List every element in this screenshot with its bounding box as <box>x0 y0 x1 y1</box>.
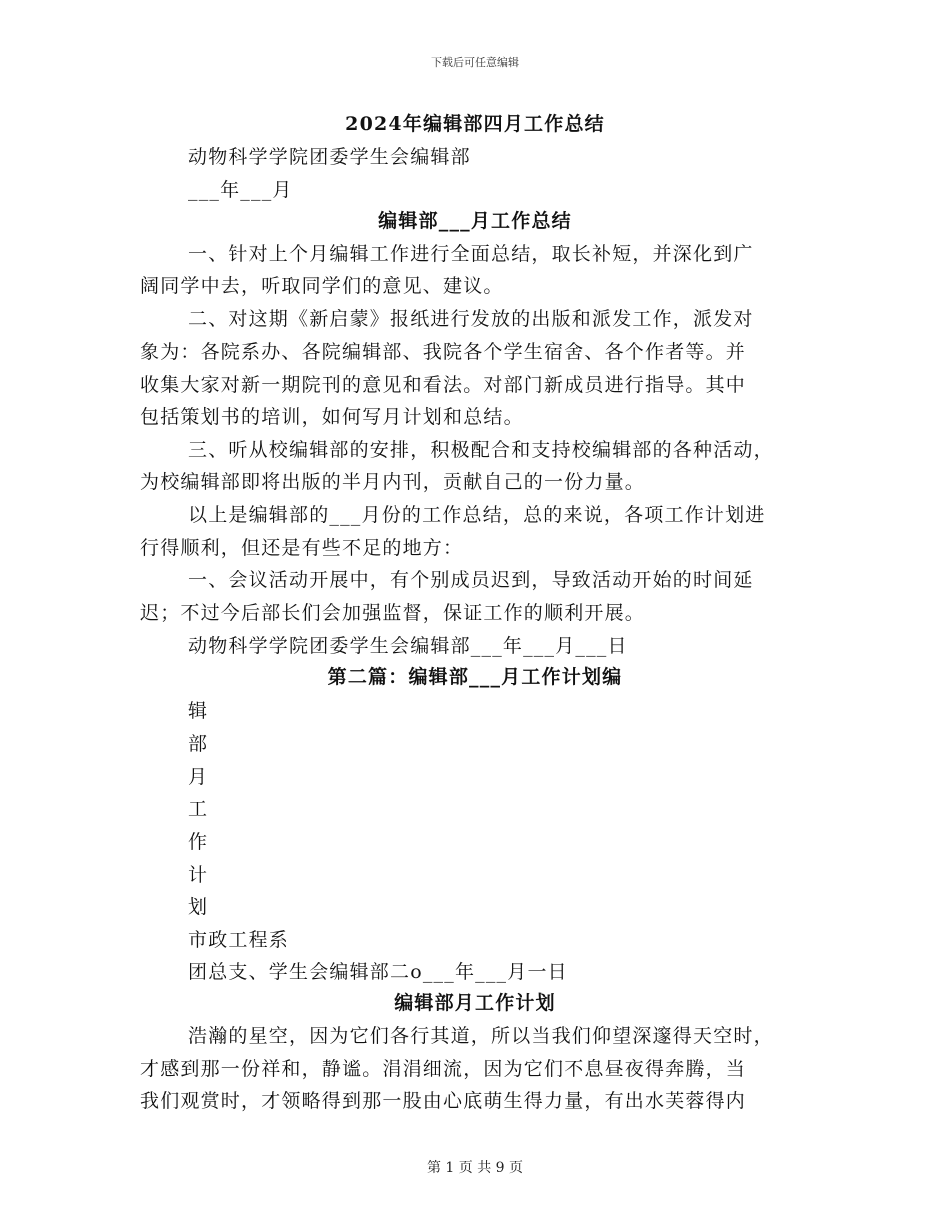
section-title-plan: 第二篇：编辑部___月工作计划编 <box>327 666 623 688</box>
vertical-char: 作 <box>188 831 209 853</box>
paragraph-line: 迟；不过今后部长们会加强监督，保证工作的顺利开展。 <box>140 602 646 624</box>
date-line: ___年___月 <box>188 179 293 201</box>
section-title-summary: 编辑部___月工作总结 <box>378 210 572 232</box>
paragraph-line: 一、会议活动开展中，有个别成员迟到，导致活动开始的时间延 <box>188 569 754 591</box>
vertical-char: 月 <box>188 766 209 788</box>
paragraph-line: 二、对这期《新启蒙》报纸进行发放的出版和派发工作，派发对 <box>188 308 754 330</box>
paragraph-line: 象为：各院系办、各院编辑部、我院各个学生宿舍、各个作者等。并 <box>140 341 747 363</box>
department-line: 市政工程系 <box>188 929 290 951</box>
paragraph-line: 一、针对上个月编辑工作进行全面总结，取长补短，并深化到广 <box>188 243 754 265</box>
paragraph-line: 三、听从校编辑部的安排，积极配合和支持校编辑部的各种活动， <box>188 439 774 461</box>
paragraph-line: 收集大家对新一期院刊的意见和看法。对部门新成员进行指导。其中 <box>140 374 747 396</box>
doc-title: 2024年编辑部四月工作总结 <box>345 113 605 135</box>
paragraph-line: 才感到那一份祥和，静谧。涓涓细流，因为它们不息昼夜得奔腾，当 <box>140 1058 747 1080</box>
vertical-char: 计 <box>188 864 209 886</box>
section-title-monthly-plan: 编辑部月工作计划 <box>394 992 556 1014</box>
paragraph-line: 包括策划书的培训，如何写月计划和总结。 <box>140 406 524 428</box>
signature-line: 团总支、学生会编辑部二o___年___月一日 <box>188 961 568 983</box>
vertical-char: 部 <box>188 733 209 755</box>
paragraph-line: 浩瀚的星空，因为它们各行其道，所以当我们仰望深邃得天空时， <box>188 1025 774 1047</box>
vertical-char: 划 <box>188 896 209 918</box>
paragraph-line: 以上是编辑部的___月份的工作总结，总的来说，各项工作计划进 <box>188 504 766 526</box>
paragraph-line: 我们观赏时，才领略得到那一股由心底萌生得力量，有出水芙蓉得内 <box>140 1090 747 1112</box>
vertical-char: 工 <box>188 798 209 820</box>
paragraph-line: 行得顺利，但还是有些不足的地方： <box>140 537 464 559</box>
page-footer: 第 1 页 共 9 页 <box>426 1160 524 1176</box>
paragraph-line: 为校编辑部即将出版的半月内刊，贡献自己的一份力量。 <box>140 471 646 493</box>
org-line: 动物科学学院团委学生会编辑部 <box>188 146 471 168</box>
signature-line: 动物科学学院团委学生会编辑部___年___月___日 <box>188 635 628 657</box>
page-header: 下载后可任意编辑 <box>431 56 519 69</box>
vertical-char: 辑 <box>188 700 209 722</box>
paragraph-line: 阔同学中去，听取同学们的意见、建议。 <box>140 275 504 297</box>
